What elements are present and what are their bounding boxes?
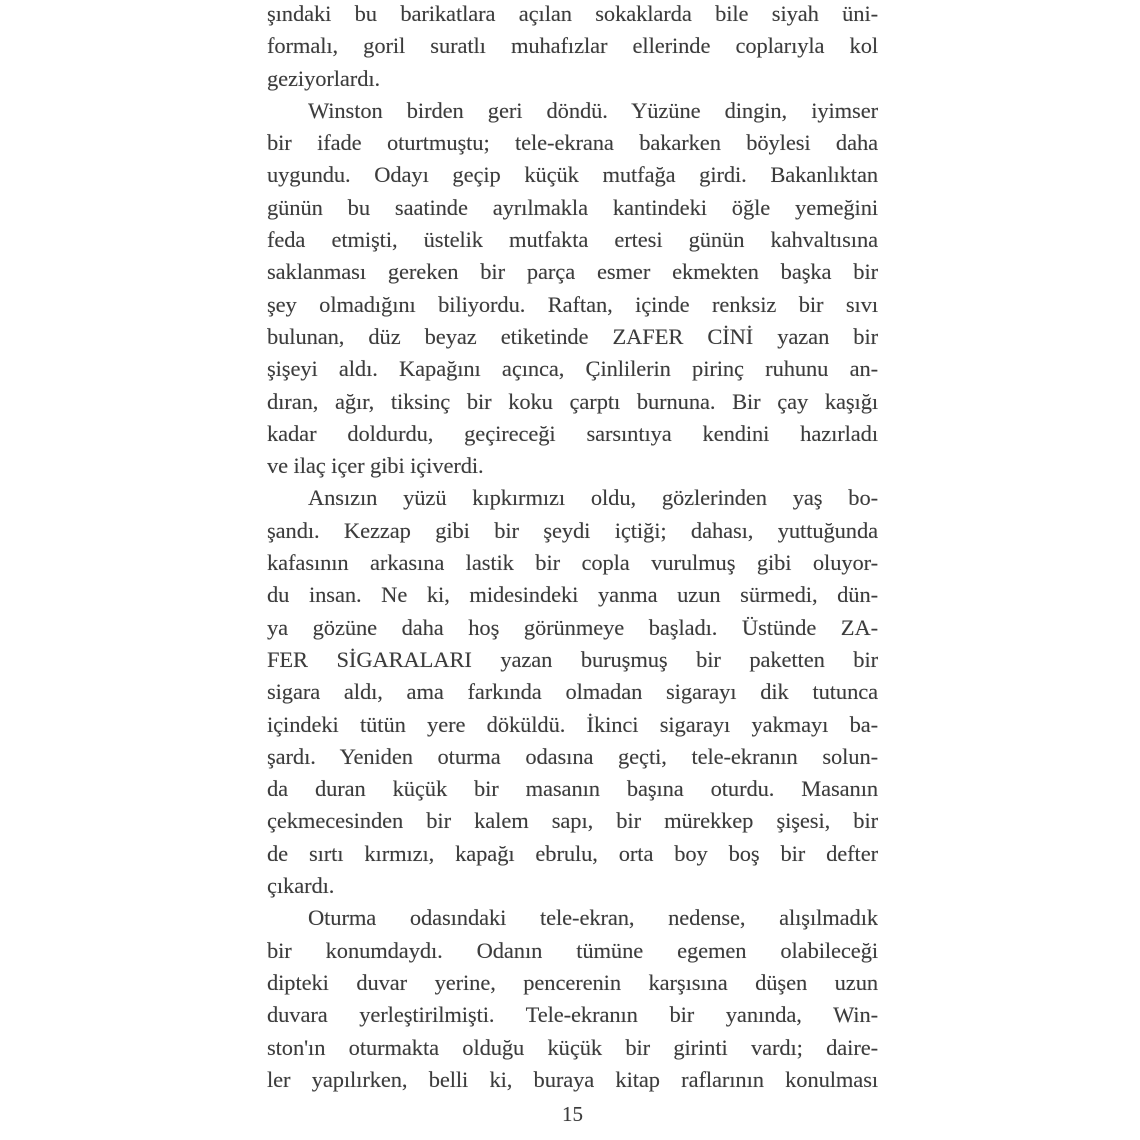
text-line: ya gözüne daha hoş görünmeye başladı. Üstünde ZA- — [267, 614, 878, 640]
text-line: formalı, goril suratlı muhafızlar ellerinde coplarıyla kol — [267, 33, 878, 59]
text-line: geziyorlardı. — [267, 65, 381, 91]
text-line: günün bu saatinde ayrılmakla kantindeki öğle yemeğini — [267, 194, 878, 220]
text-line: kafasının arkasına lastik bir copla vurulmuş gibi oluyor- — [267, 550, 878, 576]
page-text-block — [267, 0, 878, 1096]
text-line: şardı. Yeniden oturma odasına geçti, tele-ekranın solun- — [267, 743, 878, 769]
text-line: da duran küçük bir masanın başına oturdu. Masanın — [267, 776, 878, 802]
text-line: duvara yerleştirilmişti. Tele-ekranın bir yanında, Win- — [267, 1002, 878, 1028]
text-line: FER SİGARALARI yazan buruşmuş bir paketten bir — [267, 646, 878, 672]
page-number: 15 — [562, 1102, 583, 1126]
text-line: du insan. Ne ki, midesindeki yanma uzun sürmedi, dün- — [267, 582, 878, 608]
text-line: kadar doldurdu, geçireceği sarsıntıya kendini hazırladı — [267, 420, 878, 446]
text-line: çıkardı. — [267, 873, 335, 899]
text-line: uygundu. Odayı geçip küçük mutfağa girdi. Bakanlıktan — [267, 162, 878, 188]
text-line: ston'ın oturmakta olduğu küçük bir girinti vardı; daire- — [267, 1034, 878, 1060]
text-line: Ansızın yüzü kıpkırmızı oldu, gözlerinden yaş bo- — [308, 485, 878, 511]
text-line: şandı. Kezzap gibi bir şeydi içtiği; dahası, yuttuğunda — [267, 517, 878, 543]
text-line: içindeki tütün yere döküldü. İkinci sigarayı yakmayı ba- — [267, 711, 878, 737]
text-line: sigara aldı, ama farkında olmadan sigarayı dik tutunca — [267, 679, 878, 705]
text-line: şey olmadığını biliyordu. Raftan, içinde renksiz bir sıvı — [267, 291, 878, 317]
text-line: Oturma odasındaki tele-ekran, nedense, alışılmadık — [308, 905, 878, 931]
text-line: şındaki bu barikatlara açılan sokaklarda bile siyah üni- — [267, 1, 878, 26]
text-line: Winston birden geri döndü. Yüzüne dingin, iyimser — [308, 97, 878, 123]
text-line: feda etmişti, üstelik mutfakta ertesi günün kahvaltısına — [267, 227, 878, 253]
text-line: dipteki duvar yerine, pencerenin karşısına düşen uzun — [267, 969, 878, 995]
text-line: şişeyi aldı. Kapağını açınca, Çinlilerin pirinç ruhunu an- — [267, 356, 878, 382]
text-line: bir ifade oturtmuştu; tele-ekrana bakarken böylesi daha — [267, 130, 878, 156]
text-line: ve ilaç içer gibi içiverdi. — [267, 453, 484, 479]
text-line: çekmecesinden bir kalem sapı, bir mürekkep şişesi, bir — [267, 808, 878, 834]
text-line: saklanması gereken bir parça esmer ekmekten başka bir — [267, 259, 878, 285]
text-line: ler yapılırken, belli ki, buraya kitap raflarının konulması — [267, 1066, 878, 1092]
text-line: dıran, ağır, tiksinç bir koku çarptı burnuna. Bir çay kaşığı — [267, 388, 878, 414]
text-line: de sırtı kırmızı, kapağı ebrulu, orta boy boş bir defter — [267, 840, 878, 866]
text-line: bulunan, düz beyaz etiketinde ZAFER CİNİ yazan bir — [267, 323, 878, 349]
text-line: bir konumdaydı. Odanın tümüne egemen olabileceği — [267, 937, 878, 963]
